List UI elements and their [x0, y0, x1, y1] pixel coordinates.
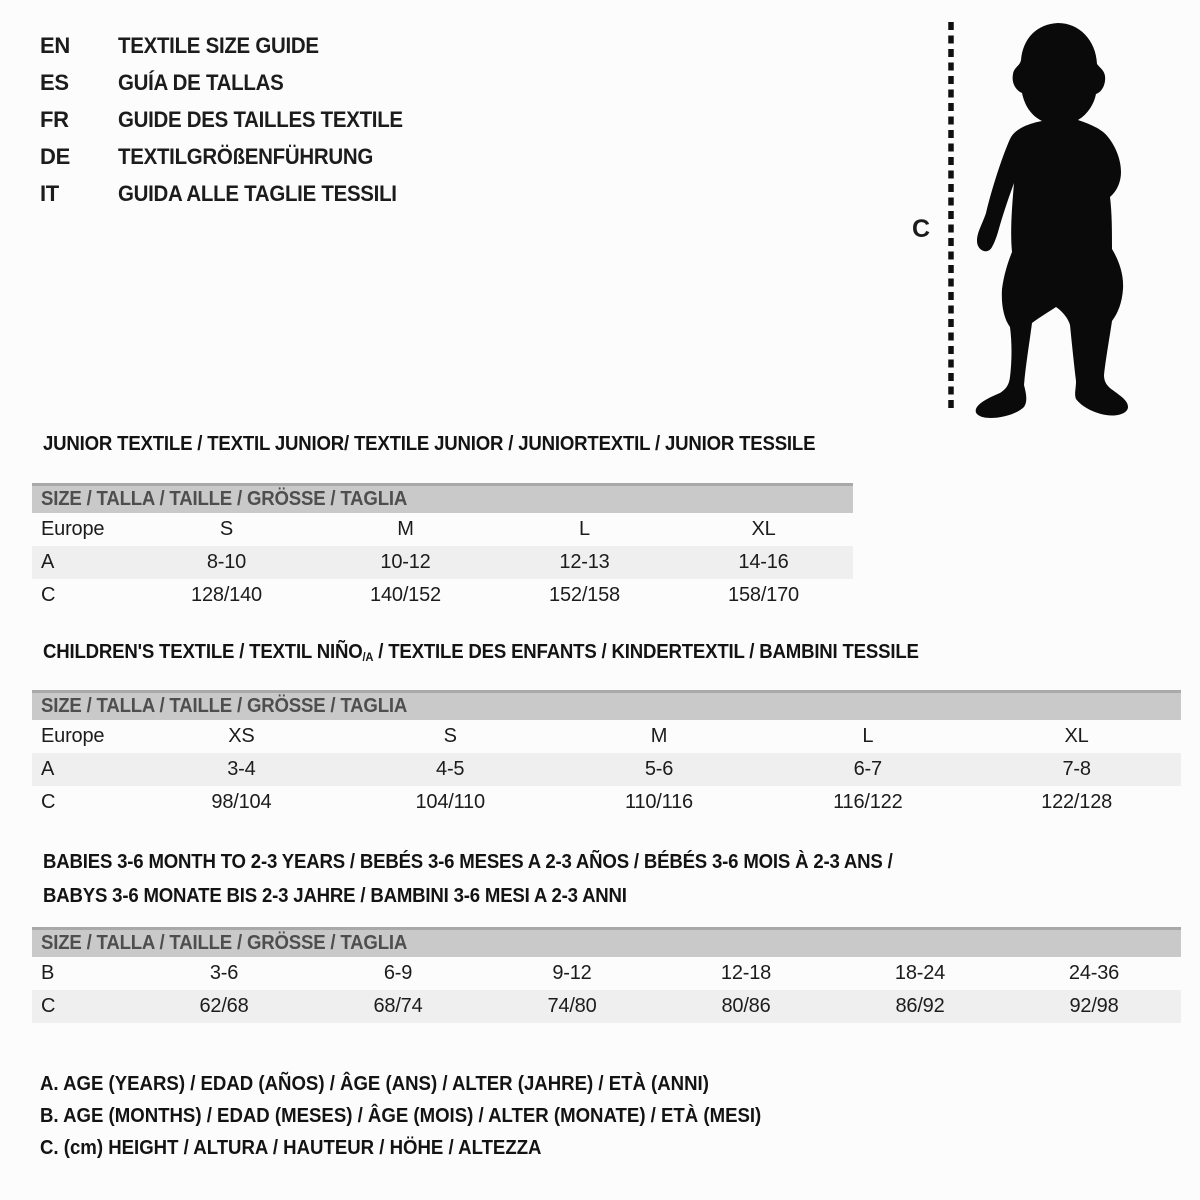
size-cell: S	[443, 725, 457, 747]
size-cell: 6-9	[383, 962, 413, 984]
language-code: DE	[40, 143, 70, 169]
table-row-europe	[32, 513, 853, 546]
size-cell: 7-8	[1062, 758, 1091, 780]
language-row-de	[40, 138, 424, 175]
language-row-fr	[40, 101, 424, 138]
row-label-cell: C	[41, 791, 56, 813]
size-cell: 24-36	[1068, 962, 1120, 984]
size-cell: 92/98	[1069, 995, 1119, 1017]
heading-subscript: /A	[362, 650, 374, 664]
language-code: IT	[40, 180, 59, 206]
table-row-height	[32, 786, 1181, 819]
size-cell: 3-6	[209, 962, 239, 984]
size-cell: L	[862, 725, 874, 747]
row-label-cell: C	[41, 995, 56, 1017]
size-cell: 62/68	[199, 995, 249, 1017]
language-code: FR	[40, 106, 69, 132]
row-label-cell: A	[41, 758, 55, 780]
size-cell: 12-18	[720, 962, 772, 984]
language-row-it	[40, 175, 424, 212]
section-heading-junior: JUNIOR TEXTILE / TEXTIL JUNIOR/ TEXTILE JUNIOR / JUNIORTEXTIL / JUNIOR TESSILE	[43, 433, 816, 455]
legend-line-b: B. AGE (MONTHS) / EDAD (MESES) / ÂGE (MOIS) / ALTER (MONATE) / ETÀ (MESI)	[40, 1105, 762, 1127]
size-cell: M	[397, 518, 414, 540]
language-label: GUIDE DES TAILLES TEXTILE	[118, 106, 403, 132]
language-title-block	[40, 27, 424, 212]
size-cell: 98/104	[211, 791, 272, 813]
heading-line-1: BABIES 3-6 MONTH TO 2-3 YEARS / BEBÉS 3-6 MESES A 2-3 AÑOS / BÉBÉS 3-6 MOIS À 2-3 ANS /	[43, 851, 893, 873]
language-label: TEXTILE SIZE GUIDE	[118, 32, 319, 58]
row-label-cell: A	[41, 551, 55, 573]
size-cell: S	[219, 518, 234, 540]
size-cell: 8-10	[206, 551, 247, 573]
legend-line-c: C. (cm) HEIGHT / ALTURA / HAUTEUR / HÖHE / ALTEZZA	[40, 1137, 542, 1159]
size-table-babies	[32, 927, 1181, 1023]
size-cell: 18-24	[894, 962, 946, 984]
size-cell: 122/128	[1041, 791, 1113, 813]
row-label-cell: Europe	[41, 518, 105, 540]
table-row-height	[32, 579, 853, 612]
size-cell: 12-13	[559, 551, 610, 573]
size-cell: 3-4	[227, 758, 256, 780]
size-cell: 152/158	[549, 584, 620, 606]
size-cell: 68/74	[373, 995, 423, 1017]
language-label: GUIDA ALLE TAGLIE TESSILI	[118, 180, 397, 206]
size-cell: 5-6	[644, 758, 674, 780]
size-table-children	[32, 690, 1181, 819]
toddler-silhouette	[976, 23, 1128, 418]
size-table-junior	[32, 483, 853, 612]
size-cell: 4-5	[436, 758, 465, 780]
size-figure	[900, 8, 1190, 420]
size-cell: 9-12	[552, 962, 592, 984]
row-label-cell: C	[41, 584, 56, 606]
table-row-height	[32, 990, 1181, 1023]
size-cell: XS	[228, 725, 255, 747]
size-cell: 158/170	[728, 584, 799, 606]
table-row-age-months	[32, 957, 1181, 990]
size-header-bar: SIZE / TALLA / TAILLE / GRÖSSE / TAGLIA	[32, 690, 1181, 720]
size-header-bar: SIZE / TALLA / TAILLE / GRÖSSE / TAGLIA	[32, 927, 1181, 957]
legend-line-a: A. AGE (YEARS) / EDAD (AÑOS) / ÂGE (ANS) / ALTER (JAHRE) / ETÀ (ANNI)	[40, 1073, 709, 1095]
measure-legend	[40, 1068, 816, 1164]
size-cell: 14-16	[738, 551, 789, 573]
size-cell: 104/110	[415, 791, 485, 813]
children-size-grid	[32, 720, 1181, 819]
table-row-europe	[32, 720, 1181, 753]
junior-size-grid	[32, 513, 853, 612]
height-measure-c-label: C	[912, 215, 931, 243]
section-heading-babies	[43, 845, 957, 913]
table-row-age	[32, 546, 853, 579]
size-cell: 80/86	[721, 995, 771, 1017]
size-cell: 6-7	[853, 758, 882, 780]
language-row-es	[40, 64, 424, 101]
table-row-age	[32, 753, 1181, 786]
size-cell: 128/140	[191, 584, 262, 606]
size-header-bar: SIZE / TALLA / TAILLE / GRÖSSE / TAGLIA	[32, 483, 853, 513]
babies-size-grid	[32, 957, 1181, 1023]
language-label: GUÍA DE TALLAS	[118, 69, 284, 95]
heading-line-2: BABYS 3-6 MONATE BIS 2-3 JAHRE / BAMBINI 3-6 MESI A 2-3 ANNI	[43, 885, 627, 907]
size-cell: 86/92	[895, 995, 945, 1017]
language-label: TEXTILGRÖßENFÜHRUNG	[118, 143, 373, 169]
language-row-en	[40, 27, 424, 64]
size-cell: XL	[1064, 725, 1089, 747]
size-cell: 110/116	[625, 791, 693, 813]
row-label-cell: Europe	[41, 725, 105, 747]
size-cell: 116/122	[833, 791, 903, 813]
size-cell: 10-12	[380, 551, 431, 573]
size-cell: 74/80	[547, 995, 597, 1017]
size-cell: XL	[751, 518, 776, 540]
section-heading-children	[43, 641, 985, 664]
language-code: EN	[40, 32, 70, 58]
size-cell: M	[650, 725, 668, 747]
heading-text: CHILDREN'S TEXTILE / TEXTIL NIÑO	[43, 641, 363, 663]
size-cell: L	[579, 518, 590, 540]
language-code: ES	[40, 69, 69, 95]
heading-text: / TEXTILE DES ENFANTS / KINDERTEXTIL / BAMBINI TESSILE	[373, 641, 919, 663]
size-cell: 140/152	[370, 584, 441, 606]
row-label-cell: B	[41, 962, 55, 984]
